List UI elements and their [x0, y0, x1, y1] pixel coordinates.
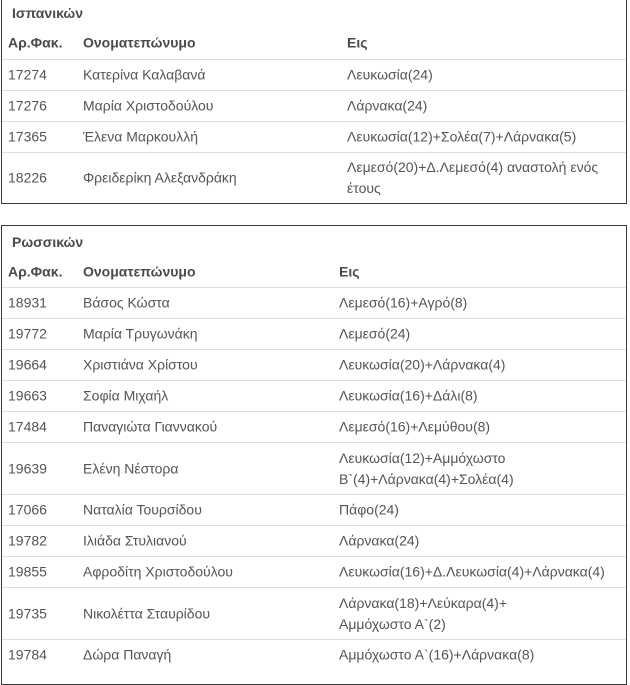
header-to: Εις — [339, 263, 360, 279]
full-name: Σοφία Μιχαήλ — [83, 387, 169, 404]
full-name: Ελένη Νέστορα — [83, 460, 179, 476]
panel-title: Ρωσσικών — [12, 234, 84, 250]
destination: Λεμεσό(16)+Αγρό(8) — [339, 294, 468, 311]
full-name: Κατερίνα Καλαβανά — [83, 66, 206, 83]
table-row — [2, 411, 626, 442]
table-row — [2, 152, 626, 202]
table-row — [2, 121, 626, 152]
file-no: 19782 — [8, 532, 47, 549]
header-to: Εις — [347, 34, 368, 51]
table-row — [2, 90, 626, 121]
table-header — [2, 27, 626, 59]
table-row — [2, 59, 626, 90]
header-file-no: Αρ.Φακ. — [8, 34, 63, 51]
full-name: Έλενα Μαρκουλλή — [83, 128, 198, 145]
file-no: 19663 — [8, 387, 47, 404]
destination: Λεμεσό(16)+Λεμύθου(8) — [339, 418, 491, 435]
destination: Λεμεσό(24) — [339, 325, 411, 342]
russian-panel — [1, 225, 627, 685]
file-no: 18226 — [8, 169, 47, 185]
table-row — [2, 639, 626, 670]
header-name: Ονοματεπώνυμο — [83, 263, 196, 279]
full-name: Μαρία Χριστοδούλου — [83, 97, 214, 114]
table-row — [2, 287, 626, 318]
file-no: 19639 — [8, 460, 47, 476]
table-row — [2, 380, 626, 411]
destination: Λευκωσία(20)+Λάρνακα(4) — [339, 356, 506, 373]
table-row — [2, 556, 626, 587]
destination: Λεμεσό(20)+Δ.Λεμεσό(4) αναστολή ενός έτους — [347, 158, 599, 196]
file-no: 17484 — [8, 418, 47, 435]
full-name: Χριστιάνα Χρίστου — [83, 356, 198, 373]
destination: Λάρνακα(24) — [347, 97, 428, 114]
table-row — [2, 494, 626, 525]
destination: Πάφο(24) — [339, 501, 399, 518]
spanish-panel — [1, 0, 627, 204]
destination: Λευκωσία(24) — [347, 66, 433, 83]
destination: Λάρνακα(24) — [339, 532, 420, 549]
panel-title: Ισπανικών — [12, 5, 84, 21]
full-name: Νικολέττα Σταυρίδου — [83, 605, 211, 621]
destination: Λευκωσία(12)+Σολέα(7)+Λάρνακα(5) — [347, 128, 577, 145]
table-row — [2, 349, 626, 380]
header-file-no: Αρ.Φακ. — [8, 263, 63, 279]
full-name: Βάσος Κώστα — [83, 294, 170, 311]
file-no: 19664 — [8, 356, 47, 373]
full-name: Ιλιάδα Στυλιανού — [83, 532, 187, 549]
destination: Λευκωσία(16)+Δ.Λευκωσία(4)+Λάρνακα(4) — [339, 563, 605, 580]
table-row — [2, 525, 626, 556]
file-no: 17276 — [8, 97, 47, 114]
file-no: 17274 — [8, 66, 47, 83]
header-name: Ονοματεπώνυμο — [83, 34, 196, 51]
file-no: 19855 — [8, 563, 47, 580]
destination: Λάρνακα(18)+Λεύκαρα(4)+ Αμμόχωστο Α`(2) — [339, 594, 508, 632]
full-name: Φρειδερίκη Αλεξανδράκη — [83, 169, 237, 185]
full-name: Αφροδίτη Χριστοδούλου — [83, 563, 233, 580]
file-no: 17365 — [8, 128, 47, 145]
full-name: Παναγιώτα Γιαννακού — [83, 418, 218, 435]
file-no: 19772 — [8, 325, 47, 342]
full-name: Ναταλία Τουρσίδου — [83, 501, 202, 518]
table-row — [2, 442, 626, 494]
file-no: 19735 — [8, 605, 47, 621]
destination: Λευκωσία(16)+Δάλι(8) — [339, 387, 478, 404]
full-name: Μαρία Τρυγωνάκη — [83, 325, 198, 342]
file-no: 18931 — [8, 294, 47, 311]
table-row — [2, 587, 626, 639]
destination: Λευκωσία(12)+Αμμόχωστο Β`(4)+Λάρνακα(4)+Σολέα(4) — [339, 449, 514, 487]
full-name: Δώρα Παναγή — [83, 646, 172, 663]
file-no: 19784 — [8, 646, 47, 663]
destination: Αμμόχωστο Α`(16)+Λάρνακα(8) — [339, 646, 535, 663]
table-header — [2, 256, 626, 287]
file-no: 17066 — [8, 501, 47, 518]
table-row — [2, 318, 626, 349]
